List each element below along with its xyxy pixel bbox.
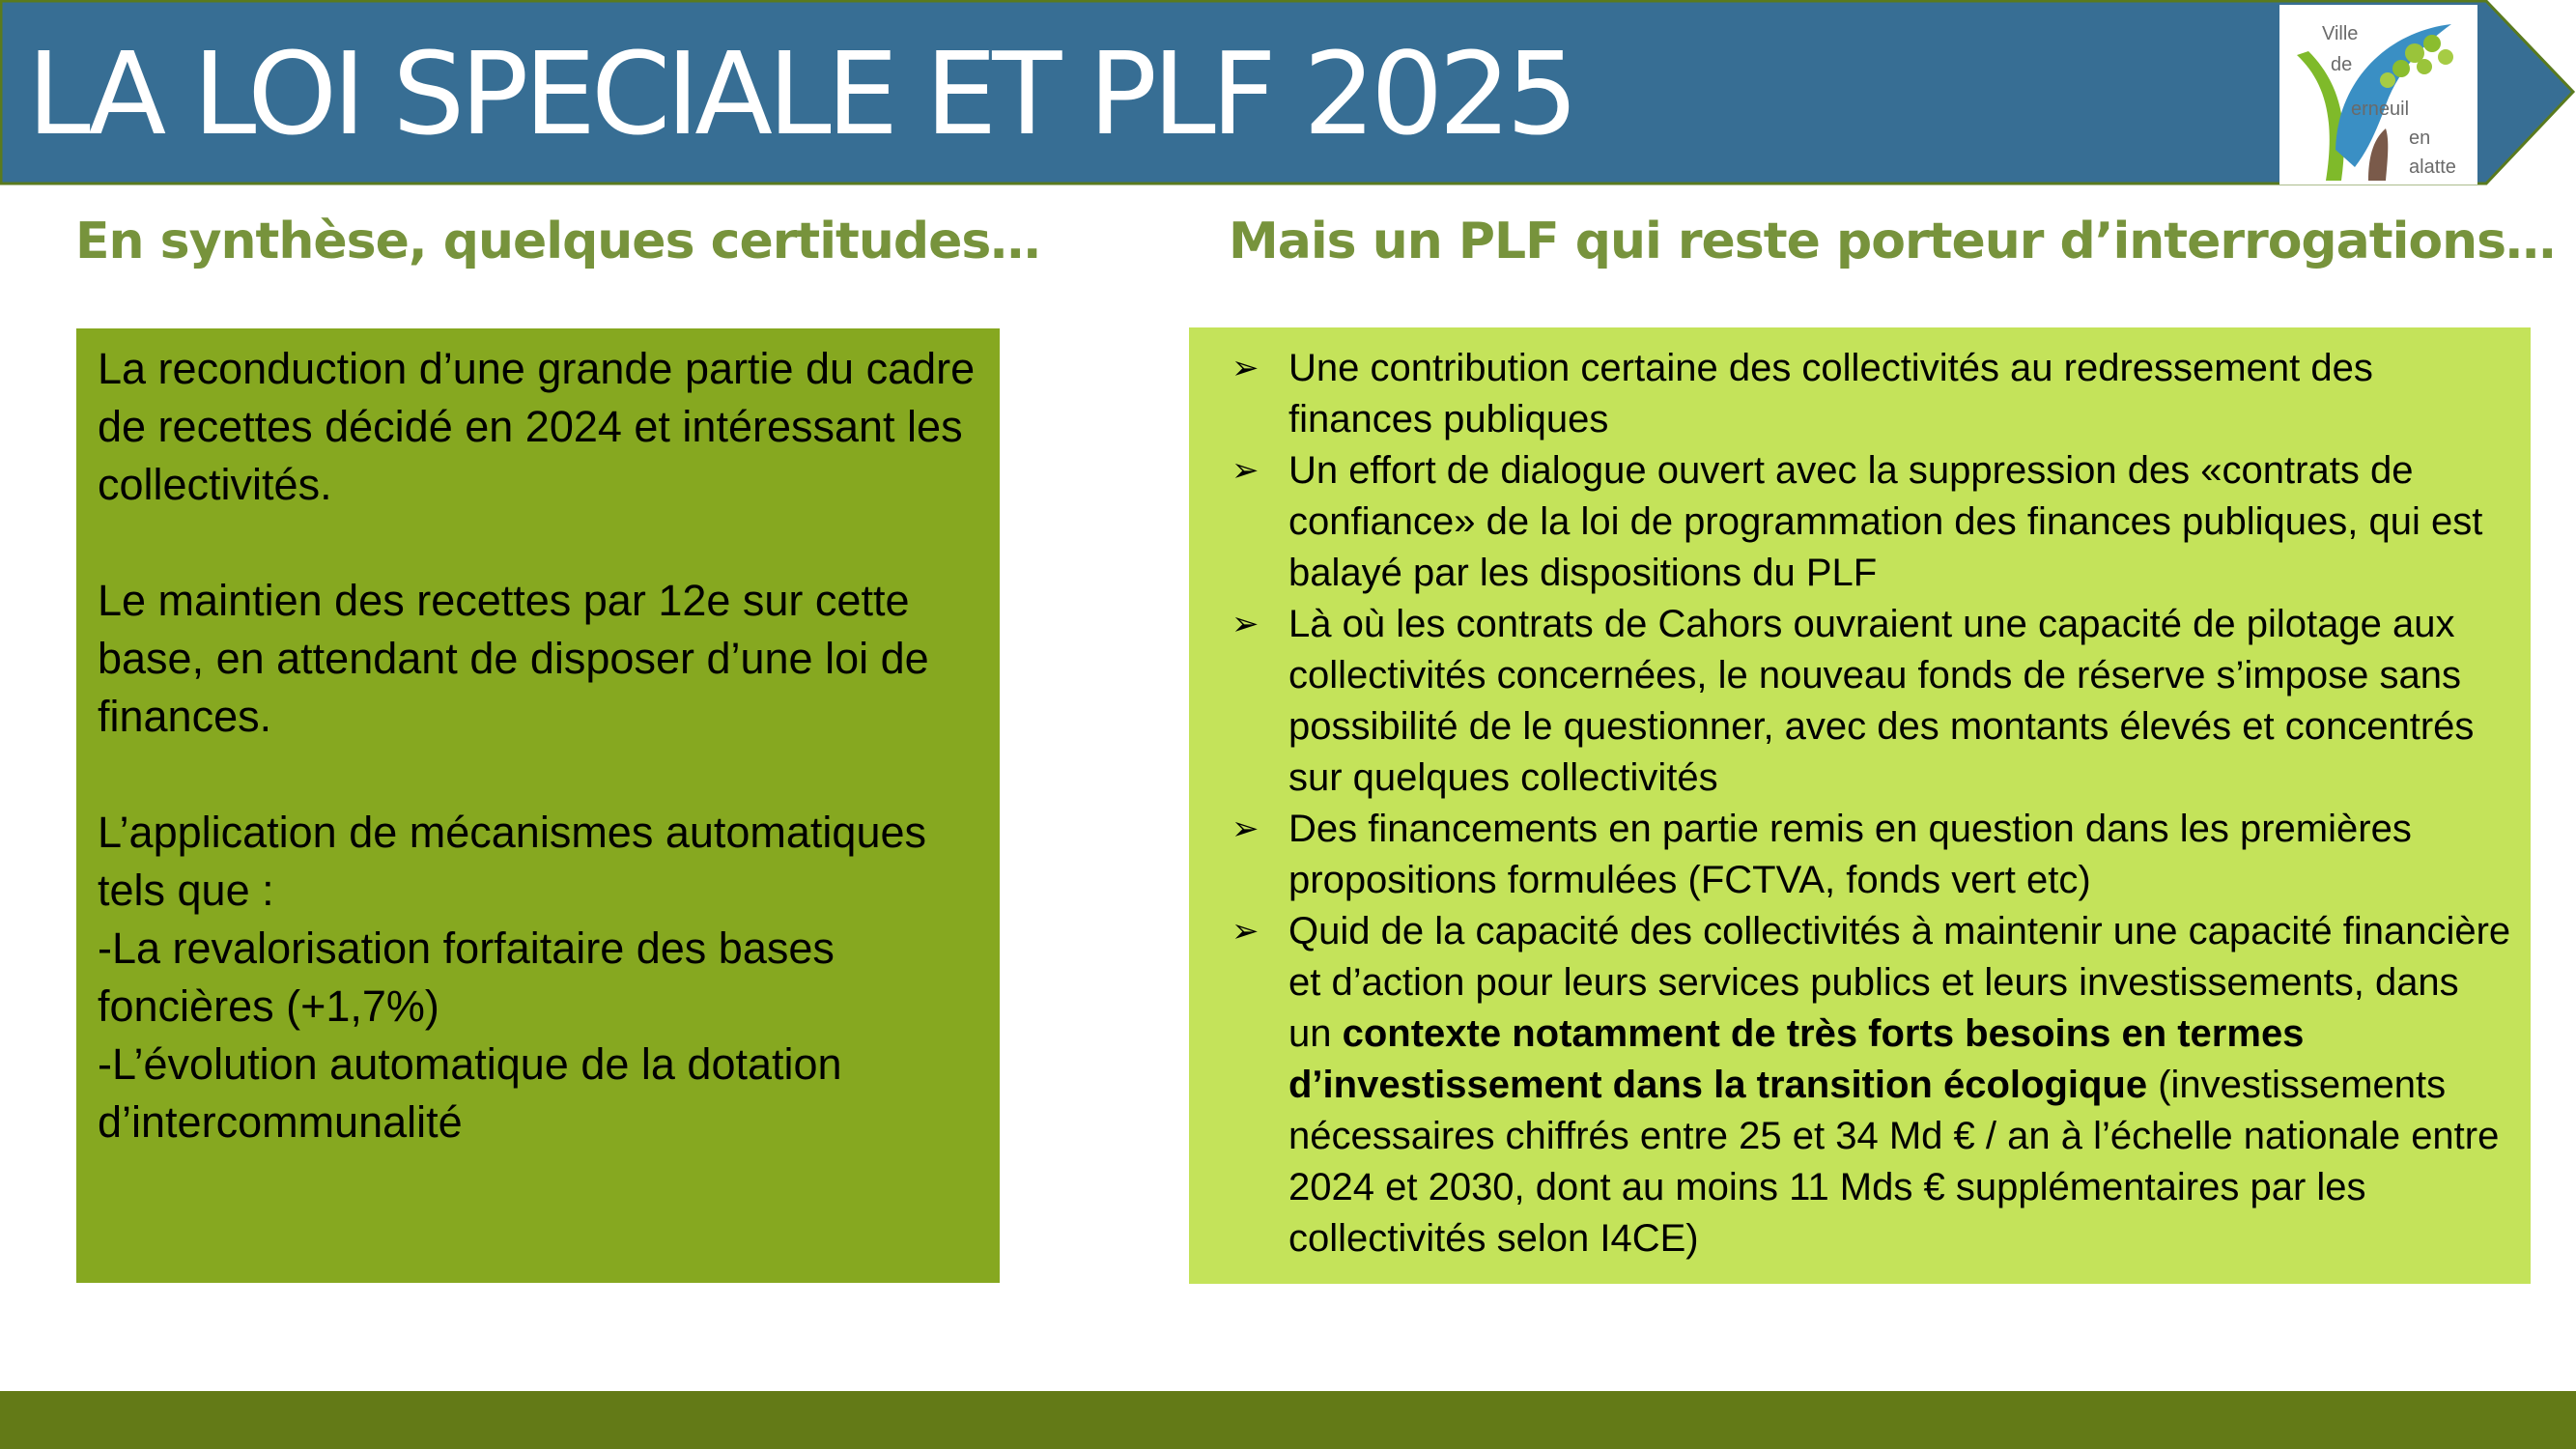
arrow-bullet-icon: ➢: [1231, 452, 1260, 489]
certitude-paragraph-2: Le maintien des recettes par 12e sur cette base, en attendant de disposer d’une loi de finances.: [98, 576, 929, 741]
arrow-bullet-icon: ➢: [1231, 810, 1260, 847]
bullet-item-last: [1208, 906, 2511, 1264]
town-logo: [2279, 5, 2477, 185]
bullet-item: [1208, 445, 2511, 599]
arrow-bullet-icon: ➢: [1231, 350, 1260, 386]
bullet-text: Des financements en partie remis en question dans les premières propositions formulées (FCTVA, fonds vert etc): [1288, 808, 2412, 901]
right-heading: Mais un PLF qui reste porteur d’interrogations…: [1229, 213, 2556, 270]
arrow-bullet-icon: ➢: [1231, 913, 1260, 950]
interrogations-box: [1189, 327, 2531, 1284]
certitude-item-revalorisation: -La revalorisation forfaitaire des bases foncières (+1,7%): [98, 923, 835, 1031]
certitude-paragraph-1: La reconduction d’une grande partie du cadre de recettes décidé en 2024 et intéressant les collectivités.: [98, 344, 976, 509]
logo-text-line4: en: [2409, 128, 2431, 149]
footer-band: [0, 1391, 2576, 1449]
logo-text-line5: alatte: [2409, 156, 2456, 178]
bullet-text-after: (investissements nécessaires chiffrés entre 25 et 34 Md € / an à l’échelle nationale entre 2024 et 2030, dont au moins 11 Mds € supplémentaires par les collectivités selon I4CE): [1288, 1064, 2500, 1260]
logo-text-line1: Ville: [2322, 23, 2359, 44]
bullet-text-emphasis: contexte notamment de très forts besoins en termes d’investissement dans la transition écologique: [1288, 1012, 2305, 1106]
bullet-text: Un effort de dialogue ouvert avec la suppression des «contrats de confiance» de la loi de programmation des finances publiques, qui est balayé par les dispositions du PLF: [1288, 449, 2483, 594]
bullet-item: [1208, 804, 2511, 906]
title-banner: [0, 0, 2576, 185]
page-title: LA LOI SPECIALE ET PLF 2025: [27, 27, 1574, 160]
bullet-text: Une contribution certaine des collectivités au redressement des finances publiques: [1288, 347, 2373, 440]
bullet-text-before: Quid de la capacité des collectivités à maintenir une capacité financière et d’action pour leurs services publics et leurs investissements, dans un: [1288, 910, 2511, 1055]
logo-text-line3: erneuil: [2351, 99, 2410, 120]
certitudes-box: [76, 328, 1000, 1283]
bullet-text: Là où les contrats de Cahors ouvraient une capacité de pilotage aux collectivités concernées, le nouveau fonds de réserve s’impose sans possibilité de le questionner, avec des montants élevés et concentrés sur quelques collectivités: [1288, 603, 2475, 799]
bullet-item: [1208, 599, 2511, 804]
logo-text-line2: de: [2331, 54, 2353, 75]
arrow-bullet-icon: ➢: [1231, 606, 1260, 642]
bullet-item: [1208, 343, 2511, 445]
left-heading: En synthèse, quelques certitudes…: [75, 213, 1040, 270]
certitude-paragraph-3: L’application de mécanismes automatiques tels que :: [98, 808, 927, 915]
certitude-item-dotation: -L’évolution automatique de la dotation d’intercommunalité: [98, 1039, 842, 1147]
